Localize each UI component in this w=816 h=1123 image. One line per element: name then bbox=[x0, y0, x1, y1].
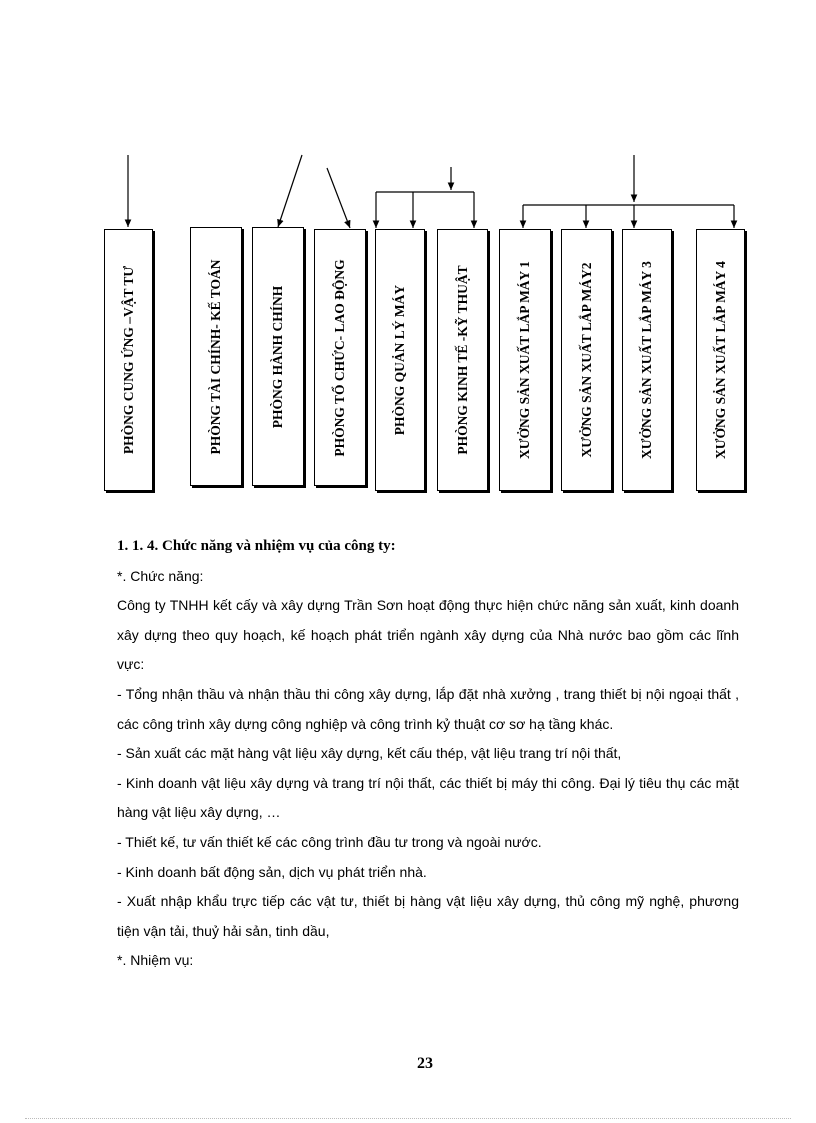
dept-box-xuong-1 bbox=[499, 229, 551, 491]
dept-box-xuong-2 bbox=[561, 229, 612, 491]
arrow-to-hanh-chinh bbox=[278, 155, 302, 227]
duty-label: *. Nhiệm vụ: bbox=[117, 952, 194, 969]
dept-label: PHÒNG HÀNH CHÍNH bbox=[270, 285, 285, 428]
dept-box-quan-ly-may bbox=[375, 229, 425, 491]
page-number: 23 bbox=[417, 1055, 433, 1072]
section-heading: 1. 1. 4. Chức năng và nhiệm vụ của công ty: bbox=[117, 538, 396, 554]
dept-label: PHÒNG TÀI CHÍNH- KẾ TOÁN bbox=[208, 258, 223, 455]
dept-box-tai-chinh bbox=[190, 227, 242, 486]
paragraph: - Sản xuất các mặt hàng vật liệu xây dựng, kết cấu thép, vật liệu trang trí nội thất, bbox=[117, 745, 622, 762]
paragraph: - Xuất nhập khẩu trực tiếp các vật tư, thiết bị hàng vật liệu xây dựng, thủ công mỹ nghệ, phương tiện vận tải, thuỷ hải sản, tinh dầu, bbox=[117, 893, 739, 939]
dept-label: PHÒNG QUẢN LÝ MÁY bbox=[392, 284, 407, 436]
dept-label: PHÒNG TỔ CHỨC- LAO ĐỘNG bbox=[332, 258, 347, 457]
dept-box-xuong-3 bbox=[622, 229, 672, 491]
function-label: *. Chức năng: bbox=[117, 567, 204, 584]
dept-box-to-chuc bbox=[314, 229, 366, 486]
dept-box-xuong-4 bbox=[696, 229, 745, 491]
paragraph: - Tổng nhận thầu và nhận thầu thi công xây dựng, lắp đặt nhà xưởng , trang thiết bị nội ngoại thất , các công trình xây dựng công nghiệp và công trình kỷ thuật cơ sơ hạ tầng khác. bbox=[117, 685, 739, 732]
paragraph: - Thiết kế, tư vấn thiết kế các công trình đầu tư trong và ngoài nước. bbox=[117, 833, 542, 850]
dept-label: XƯỞNG SẢN XUẤT LẮP MÁY 3 bbox=[639, 261, 654, 459]
paragraph: - Kinh doanh bất động sản, dịch vụ phát triển nhà. bbox=[117, 863, 427, 880]
dept-box-kinh-te bbox=[437, 229, 488, 491]
dept-label: XƯỞNG SẢN XUẤT LẮP MÁY2 bbox=[578, 262, 594, 458]
arrow-to-to-chuc bbox=[327, 168, 350, 228]
dept-label: XƯỞNG SẢN XUẤT LẮP MÁY 4 bbox=[712, 261, 728, 459]
page-divider bbox=[25, 1118, 791, 1119]
dept-box-cung-ung bbox=[104, 229, 153, 491]
dept-label: PHÒNG KINH TẾ -KỸ THUẬT bbox=[454, 265, 470, 455]
paragraph: Công ty TNHH kết cấy và xây dựng Trần Sơn hoạt động thực hiện chức năng sản xuất, kinh doanh xây dựng theo quy hoạch, kế hoạch phát triển ngành xây dựng của Nhà nước bao gồm các lĩnh vực: bbox=[117, 597, 739, 673]
dept-box-hanh-chinh bbox=[252, 227, 304, 486]
section-body bbox=[117, 532, 739, 976]
paragraph: - Kinh doanh vật liệu xây dựng và trang trí nội thất, các thiết bị máy thi công. Đại lý tiêu thụ các mặt hàng vật liệu xây dựng, … bbox=[117, 774, 739, 821]
dept-label: PHÒNG CUNG ỨNG –VẬT TƯ bbox=[120, 265, 136, 455]
dept-label: XƯỞNG SẢN XUẤT LẮP MÁY 1 bbox=[517, 261, 532, 459]
